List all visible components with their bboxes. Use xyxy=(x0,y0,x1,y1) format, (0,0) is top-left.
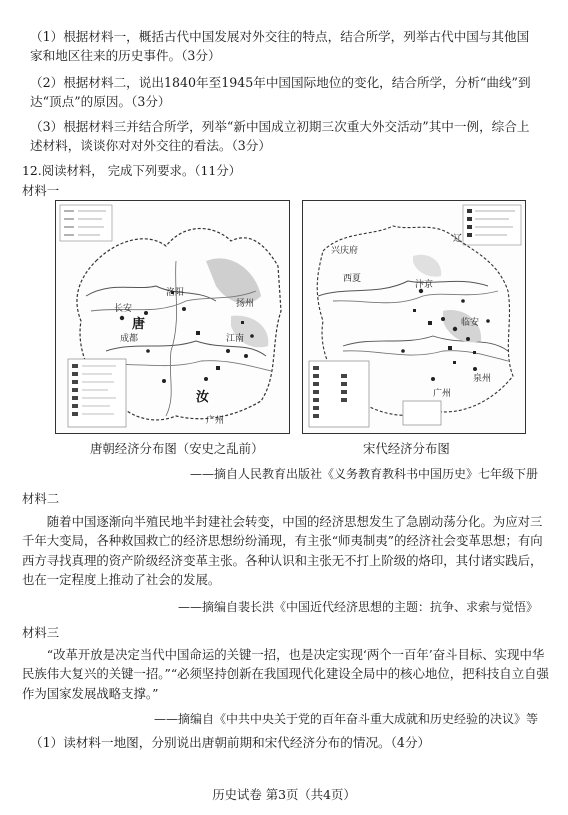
material-3-source: ——摘编自《中共中央关于党的百年奋斗重大成就和历史经验的决议》等 xyxy=(153,712,538,726)
tang-label-chengdu: 成都 xyxy=(120,334,139,344)
question-12-title: 12.阅读材料， 完成下列要求。（11分） xyxy=(22,163,242,178)
song-label-guangzhou: 广州 xyxy=(433,389,452,399)
question-12-1 xyxy=(30,734,540,753)
tang-map-drawing xyxy=(56,201,289,433)
song-label-bianjing: 汴京 xyxy=(415,280,434,290)
question-1-text: （1）根据材料一，概括古代中国发展对外交往的特点，结合所学，列举古代中国与其他国家和地区往来的历史事件。（3分） xyxy=(30,29,530,63)
tang-label-jiangnan: 江南 xyxy=(226,334,245,344)
question-3 xyxy=(30,118,540,156)
tang-label-luoyang: 洛阳 xyxy=(166,288,185,298)
song-label-liao: 辽 xyxy=(453,234,463,244)
song-label-xixia: 西夏 xyxy=(343,274,362,284)
material-3-label: 材料三 xyxy=(22,625,60,640)
question-2-text: （2）根据材料二，说出1840年至1945年中国国际地位的变化，结合所学，分析“曲线”到达“顶点”的原因。（3分） xyxy=(30,75,531,109)
song-map-caption: 宋代经济分布图 xyxy=(363,441,450,456)
material-1-label: 材料一 xyxy=(22,183,60,198)
tang-label-yangzhou: 扬州 xyxy=(236,299,255,309)
tang-economy-map xyxy=(55,200,290,434)
song-label-quanzhou: 泉州 xyxy=(473,374,492,384)
material-2-label: 材料二 xyxy=(22,491,60,506)
song-label-linan: 临安 xyxy=(461,318,480,328)
tang-label-guangzhou: 广州 xyxy=(206,416,225,426)
material-2-source: ——摘编自裴长洪《中国近代经济思想的主题：抗争、求索与觉悟》 xyxy=(177,600,538,614)
question-2 xyxy=(30,74,540,112)
material-3-paragraph: “改革开放是决定当代中国命运的关键一招，也是决定实现‘两个一百年’奋斗目标、实现中华民族伟大复兴的关键一招。”“必须坚持创新在我国现代化建设全局中的核心地位，把科技自立自强作为国家发展战略支撑。” xyxy=(22,647,549,701)
tang-label-changan: 长安 xyxy=(114,304,133,314)
tang-map-caption: 唐朝经济分布图（安史之乱前） xyxy=(90,441,264,456)
material-2-paragraph: 随着中国逐渐向半殖民地半封建社会转变，中国的经济思想发生了急剧动荡分化。为应对三千年大变局，各种救国救亡的经济思想纷纷涌现，有主张“师夷制夷”的经济社会变革思想；有向西方寻找真理的资产阶级经济变革主张。各种认识和主张无不打上阶级的烙印，其付诸实践后，也在一定程度上推动了社会的发展。 xyxy=(22,514,543,588)
tang-label-tang: 唐 xyxy=(132,317,146,332)
question-12-1-text: （1）读材料一地图，分别说出唐朝前期和宋代经济分布的情况。（4分） xyxy=(30,735,431,750)
tang-label-ru: 汝 xyxy=(196,390,210,405)
question-3-text: （3）根据材料三并结合所学，列举“新中国成立初期三次重大外交活动”其中一例，综合上述材料，谈谈你对对外交往的看法。（3分） xyxy=(30,119,530,153)
page-footer: 历史试卷 第3页（共4页） xyxy=(212,787,356,802)
song-economy-map xyxy=(302,200,526,434)
material-1-source: ——摘自人民教育出版社《义务教育教科书中国历史》七年级下册 xyxy=(189,467,538,481)
question-1 xyxy=(30,28,540,66)
song-map-drawing xyxy=(303,201,525,433)
song-label-xingqingfu: 兴庆府 xyxy=(331,246,359,256)
